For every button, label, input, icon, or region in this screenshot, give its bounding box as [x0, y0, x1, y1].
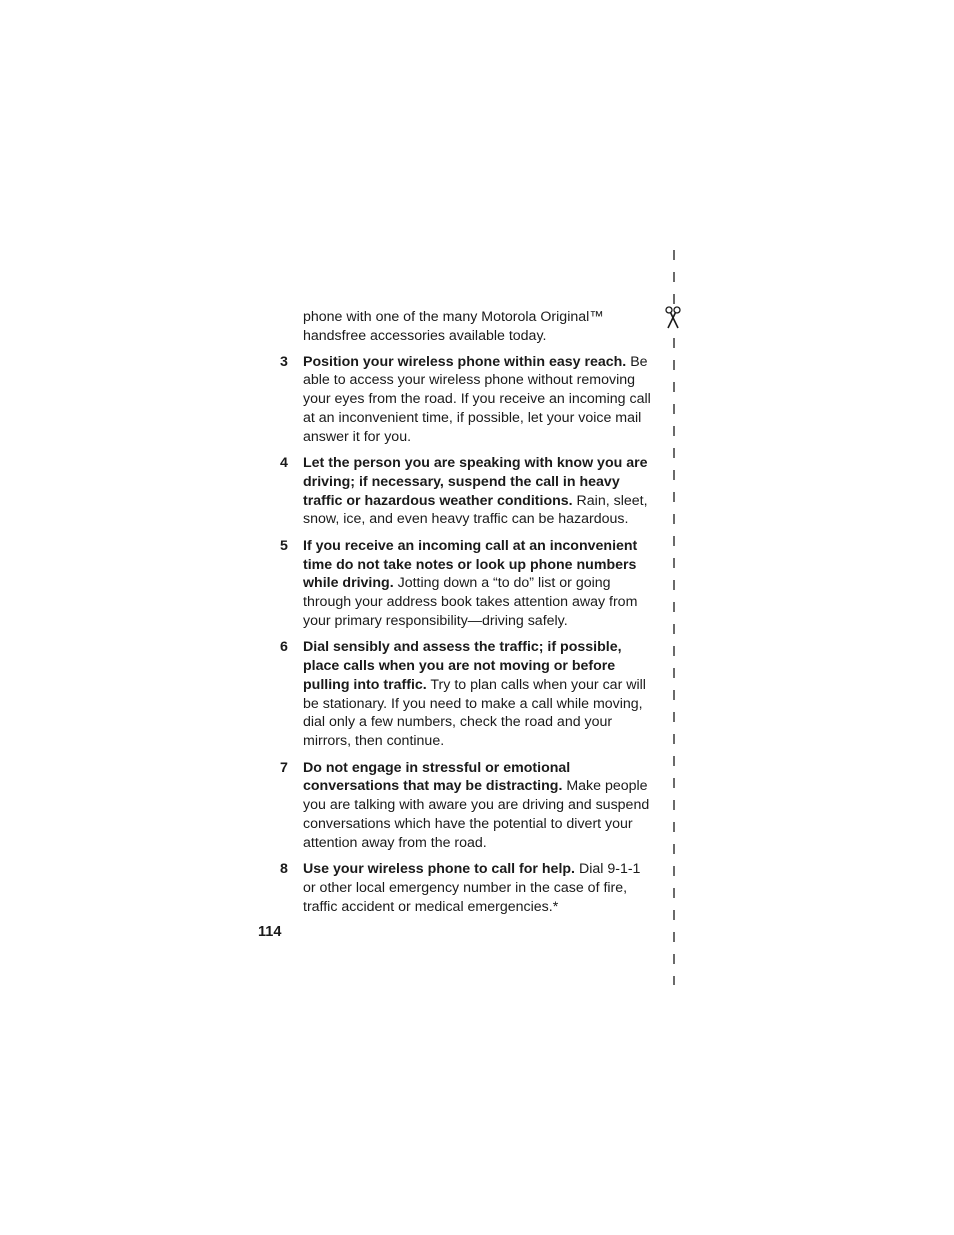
- item-body: Make people you are talking with aware you are driving and suspend conversations which have the potential to divert your attention away from the road.: [303, 778, 650, 851]
- page-number: 114: [258, 924, 282, 940]
- intro-paragraph: phone with one of the many Motorola Original™ handsfree accessories available today.: [303, 309, 604, 344]
- item-number: 7: [280, 759, 288, 776]
- item-heading: Dial sensibly and assess the traffic; if possible, place calls when you are not moving or before pulling into traffic.: [303, 639, 622, 693]
- item-heading: If you receive an incoming call at an inconvenient time do not take notes or look up phone numbers while driving.: [303, 537, 638, 592]
- item-number: 6: [280, 639, 288, 656]
- list-item-7: [260, 759, 655, 853]
- list-item-6: [260, 638, 655, 751]
- item-body: Be able to access your wireless phone without removing your eyes from the road. If you receive an incoming call at an inconvenient time, if possible, let your voice mail answer it for you.: [303, 353, 651, 445]
- item-heading: Let the person you are speaking with know you are driving; if necessary, suspend the call in heavy traffic or hazardous weather conditions.: [303, 455, 648, 509]
- item-number: 8: [280, 861, 288, 878]
- list-item-5: [260, 537, 655, 631]
- item-body: Jotting down a “to do” list or going through your address book takes attention away from your primary responsibility—driving safely.: [303, 575, 638, 629]
- list-item-3: [260, 353, 655, 447]
- item-number: 4: [280, 455, 288, 472]
- scissors-icon: [664, 306, 682, 330]
- item-number: 5: [280, 537, 288, 554]
- item-heading: Position your wireless phone within easy reach.: [303, 353, 627, 370]
- item-heading: Do not engage in stressful or emotional conversations that may be distracting.: [303, 759, 571, 795]
- item-body: Dial 9-1-1 or other local emergency number in the case of fire, traffic accident or medical emergencies.*: [303, 861, 641, 915]
- item-body: Try to plan calls when your car will be stationary. If you need to make a call while moving, dial only a few numbers, check the road and your mirrors, then continue.: [303, 676, 646, 750]
- list-item-8: [260, 860, 655, 916]
- item-heading: Use your wireless phone to call for help.: [303, 861, 575, 878]
- item-body: Rain, sleet, snow, ice, and even heavy traffic can be hazardous.: [303, 492, 648, 528]
- list-item-4: [260, 454, 655, 529]
- cut-line: [672, 250, 676, 985]
- page-content: [260, 308, 660, 924]
- item-number: 3: [280, 353, 288, 370]
